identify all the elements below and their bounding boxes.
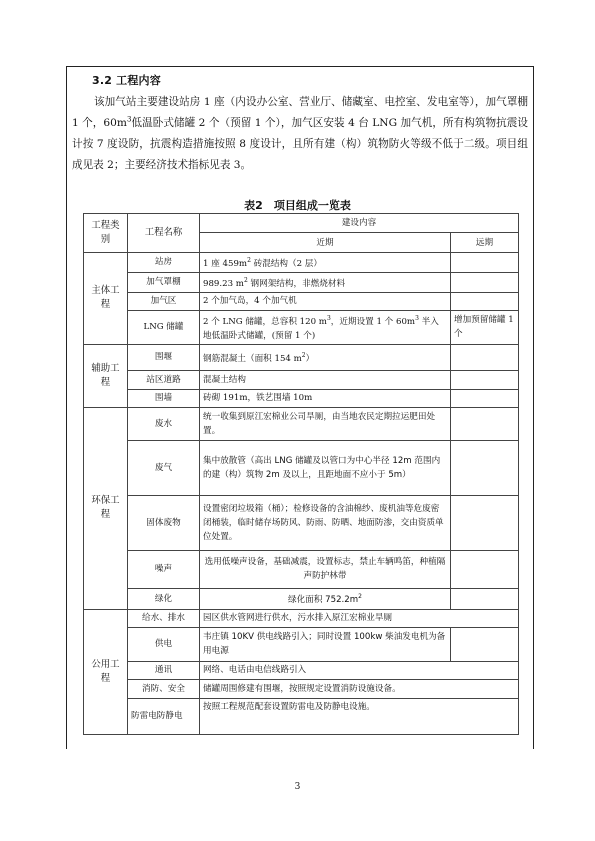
row-name: 加气区 [128, 292, 200, 310]
row-near: 混凝土结构 [200, 370, 451, 389]
table-row [84, 679, 519, 698]
table-header-row [84, 214, 519, 233]
row-name: 加气罩棚 [128, 272, 200, 292]
table-row [84, 253, 519, 273]
page-number: 3 [294, 782, 301, 792]
table-row [84, 627, 519, 661]
category-env: 环保工程 [84, 407, 128, 609]
row-far [451, 370, 519, 389]
row-far [451, 495, 519, 550]
project-composition-table [83, 213, 519, 735]
row-name: 噪声 [128, 550, 200, 588]
row-name: 围堰 [128, 344, 200, 370]
table-row [84, 495, 519, 550]
row-near: 2 个 LNG 储罐，总容积 120 $m^3$，近期设置 1 个 $60m^3$ 半入地低温卧式储罐，(预留 1 个) [200, 310, 451, 344]
section-paragraph: 该加气站主要建设站房 1 座（内设办公室、营业厅、储藏室、电控室、发电室等），加气罩棚 1 个，$60m^3$低温卧式储罐 2 个（预留 1 个），加气区安装 4 台 LNG 加气机，所有构筑物抗震设计按 7 度设防，抗震构造措施按照 8 度设计，且所有建（构）筑物防火等级不低于二级。项目组成见表 2；主要经济技术指标见表 3。 [72, 96, 529, 171]
row-near: 989.23 $m^2$ 钢网架结构，非燃烧材料 [200, 272, 451, 292]
row-name: LNG 储罐 [128, 310, 200, 344]
row-far: 增加预留储罐 1 个 [451, 310, 519, 344]
row-far [451, 627, 519, 661]
row-far [451, 407, 519, 440]
category-aux: 辅助工程 [84, 344, 128, 407]
row-name: 废水 [128, 407, 200, 440]
table-row [84, 550, 519, 588]
row-near: 园区供水管网进行供水，污水排入原江宏棉业旱厕 [200, 609, 519, 627]
table-row [84, 698, 519, 734]
category-public: 公用工程 [84, 609, 128, 734]
row-name: 给水、排水 [128, 609, 200, 627]
row-near: 2 个加气岛，4 个加气机 [200, 292, 451, 310]
row-near: 钢筋混凝土（面积 154 $m^2$） [200, 344, 451, 370]
row-near: 砖砌 191m，铁艺围墙 10m [200, 389, 451, 407]
table-row [84, 344, 519, 370]
table-row [84, 661, 519, 679]
row-near: 储罐周围修建有围堰，按照规定设置消防设施设备。 [200, 679, 519, 698]
row-near: 按照工程规范配套设置防雷电及防静电设施。 [200, 698, 519, 734]
row-near: 设置密闭垃圾箱（桶）；检修设备的含油棉纱、废机油等危废密闭桶装，临时储存场防风、防雨、防晒、地面防渗，交由资质单位处置。 [200, 495, 451, 550]
table-row [84, 588, 519, 609]
table-row [84, 370, 519, 389]
row-name: 消防、安全 [128, 679, 200, 698]
row-name: 绿化 [128, 588, 200, 609]
table-row [84, 407, 519, 440]
category-main: 主体工程 [84, 253, 128, 345]
row-near: 统一收集到原江宏棉业公司旱厕，由当地农民定期拉运肥田处置。 [200, 407, 451, 440]
table-row [84, 389, 519, 407]
row-name: 站区道路 [128, 370, 200, 389]
row-name: 防雷电防静电 [128, 698, 200, 734]
table-title: 表2 项目组成一览表 [244, 199, 351, 212]
table-row [84, 310, 519, 344]
header-name: 工程名称 [128, 214, 200, 253]
row-far [451, 440, 519, 495]
row-far [451, 253, 519, 273]
row-far [451, 550, 519, 588]
row-far [451, 272, 519, 292]
header-near: 近期 [200, 233, 451, 253]
row-near: 韦庄镇 10KV 供电线路引入；同时设置 100kw 柴油发电机为备用电源 [200, 627, 451, 661]
row-near: 选用低噪声设备，基础减震，设置标志，禁止车辆鸣笛，种植隔声防护林带 [200, 550, 451, 588]
row-near: 集中放散管（高出 LNG 储罐及以管口为中心半径 12m 范围内的建（构）筑物 2m 及以上，且距地面不应小于 5m） [200, 440, 451, 495]
header-far: 远期 [451, 233, 519, 253]
header-content: 建设内容 [200, 214, 519, 233]
row-name: 供电 [128, 627, 200, 661]
row-name: 站房 [128, 253, 200, 273]
table-row [84, 609, 519, 627]
table-row [84, 292, 519, 310]
row-far [451, 292, 519, 310]
row-near: 绿化面积 $752.2m^2$ [200, 588, 451, 609]
table-row [84, 440, 519, 495]
row-near: 网络、电话由电信线路引入 [200, 661, 519, 679]
row-name: 固体废物 [128, 495, 200, 550]
row-name: 废气 [128, 440, 200, 495]
section-heading: 3.2 工程内容 [92, 74, 161, 87]
row-name: 通讯 [128, 661, 200, 679]
row-far [451, 344, 519, 370]
row-name: 围墙 [128, 389, 200, 407]
row-far [451, 588, 519, 609]
row-far [451, 389, 519, 407]
header-category: 工程类别 [84, 214, 128, 253]
table-row [84, 272, 519, 292]
row-near: 1 座 $459m^2$ 砖混结构（2 层） [200, 253, 451, 273]
